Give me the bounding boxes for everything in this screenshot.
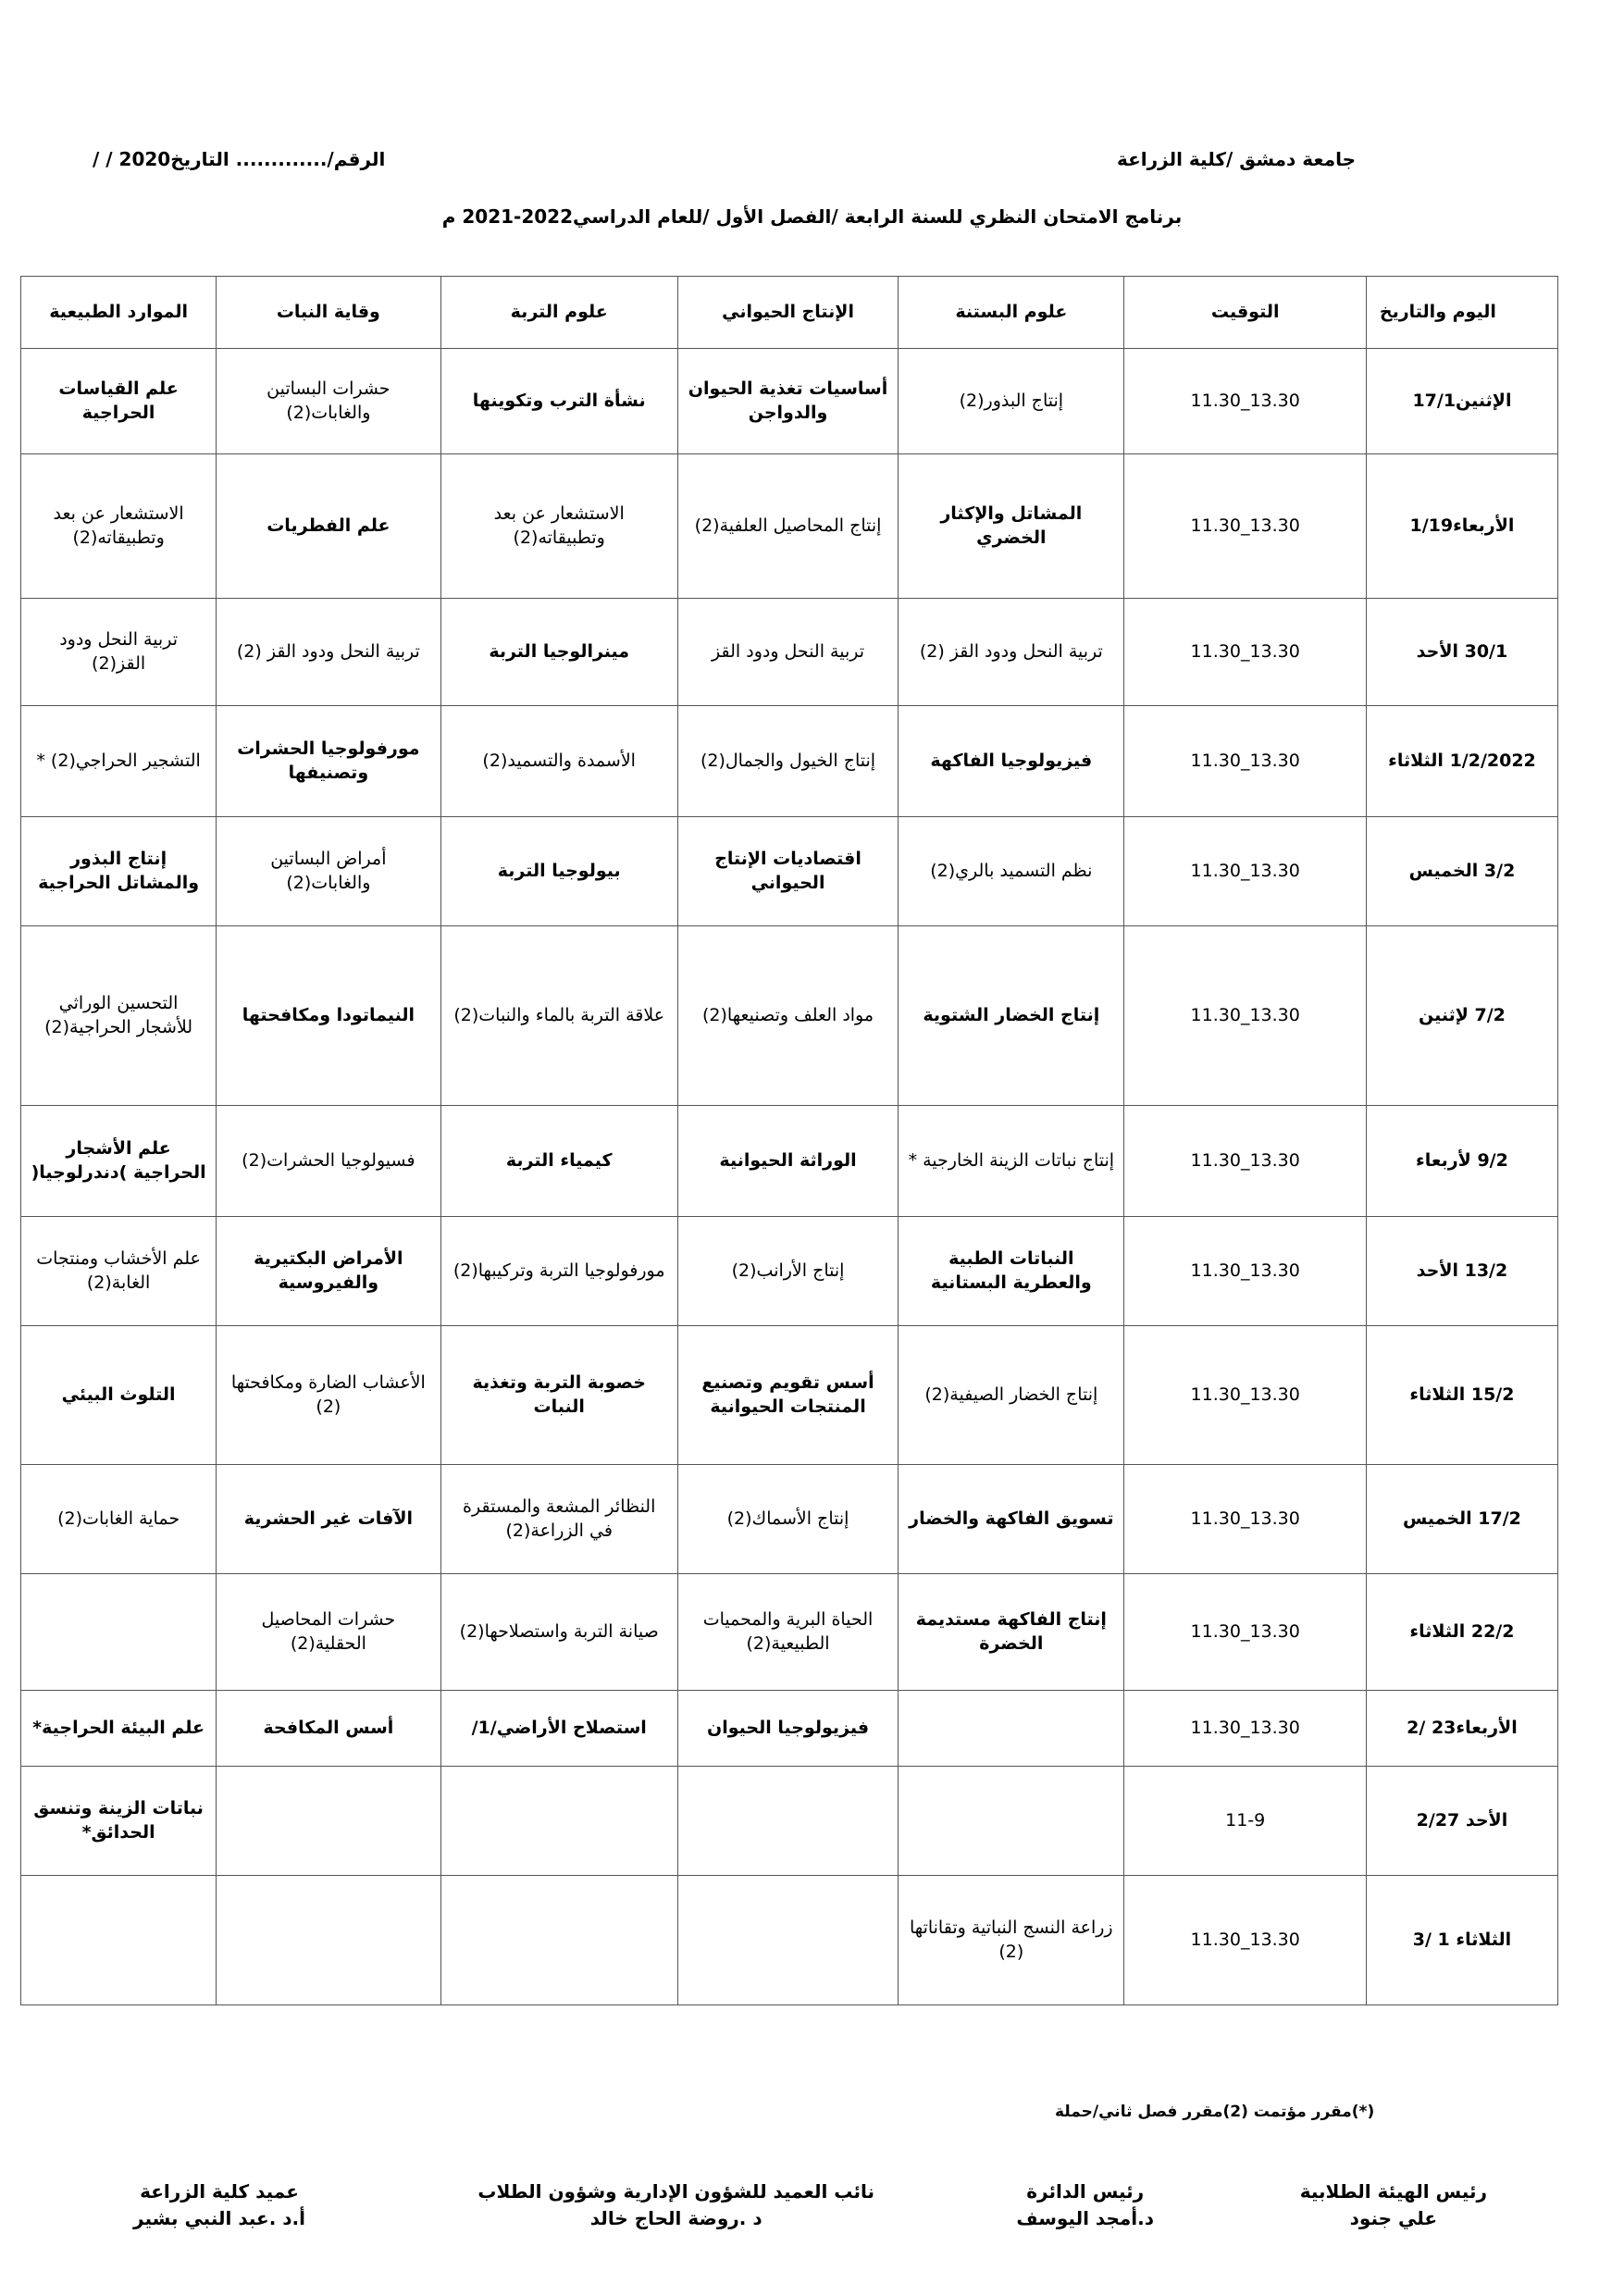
signature-name: د .روضة الحاج خالد: [589, 2207, 762, 2229]
course-cell: الوراثة الحيوانية: [677, 1106, 898, 1217]
col-header-day: اليوم والتاريخ: [1366, 277, 1557, 349]
day-cell: الأربعاء23 /2: [1366, 1691, 1557, 1767]
signature-vice-dean: [477, 2178, 874, 2232]
course-cell: النيماتودا ومكافحتها: [217, 926, 440, 1106]
day-cell: 22/2 الثلاثاء: [1366, 1574, 1557, 1691]
course-cell: أسس تقويم وتصنيع المنتجات الحيوانية: [677, 1326, 898, 1465]
day-cell: 1/2/2022 الثلاثاء: [1366, 706, 1557, 817]
course-cell: الحياة البرية والمحميات الطبيعية(2): [677, 1574, 898, 1691]
signature-role: رئيس الدائرة: [1026, 2180, 1145, 2203]
table-row: [21, 1465, 1558, 1574]
time-cell: 11-9: [1124, 1767, 1366, 1876]
course-cell: النباتات الطبية والعطرية البستانية: [899, 1217, 1124, 1326]
exam-schedule-table: [20, 276, 1558, 2005]
university-faculty-heading: جامعة دمشق /كلية الزراعة: [1117, 148, 1356, 170]
course-cell: [899, 1767, 1124, 1876]
course-cell: التحسين الوراثي للأشجار الحراجية(2): [21, 926, 217, 1106]
signature-role: رئيس الهيئة الطلابية: [1299, 2180, 1487, 2203]
table-row: [21, 1691, 1558, 1767]
course-cell: [21, 1574, 217, 1691]
table-row: [21, 1767, 1558, 1876]
col-header-natural-resources: الموارد الطبيعية: [21, 277, 217, 349]
course-cell: خصوبة التربة وتغذية النبات: [440, 1326, 677, 1465]
day-cell: 13/2 الأحد: [1366, 1217, 1557, 1326]
time-cell: 13.30_11.30: [1124, 599, 1366, 706]
course-cell: كيمياء التربة: [440, 1106, 677, 1217]
course-cell: الأسمدة والتسميد(2): [440, 706, 677, 817]
course-cell: [677, 1767, 898, 1876]
course-cell: إنتاج الخيول والجمال(2): [677, 706, 898, 817]
course-cell: [217, 1876, 440, 2005]
day-cell: الثلاثاء 1 /3: [1366, 1876, 1557, 2005]
course-cell: استصلاح الأراضي/1/: [440, 1691, 677, 1767]
table-header-row: [21, 277, 1558, 349]
course-cell: مينرالوجيا التربة: [440, 599, 677, 706]
course-cell: أساسيات تغذية الحيوان والدواجن: [677, 349, 898, 454]
course-cell: بيولوجيا التربة: [440, 817, 677, 926]
course-cell: [440, 1767, 677, 1876]
document-title: برنامج الامتحان النظري للسنة الرابعة /الفصل الأول /للعام الدراسي2022-2021 م: [441, 205, 1183, 228]
signature-name: أ.د .عبد النبي بشير: [133, 2207, 305, 2229]
day-cell: 9/2 لأربعاء: [1366, 1106, 1557, 1217]
day-cell: الإثنين17/1: [1366, 349, 1557, 454]
time-cell: 13.30_11.30: [1124, 1876, 1366, 2005]
course-cell: [217, 1767, 440, 1876]
course-cell: تربية النحل ودود القز: [677, 599, 898, 706]
course-cell: إنتاج الخضار الشتوية: [899, 926, 1124, 1106]
signature-dean: [133, 2178, 305, 2232]
time-cell: 13.30_11.30: [1124, 1465, 1366, 1574]
course-cell: تربية النحل ودود القز(2): [21, 599, 217, 706]
col-header-soil-science: علوم التربة: [440, 277, 677, 349]
course-cell: إنتاج الخضار الصيفية(2): [899, 1326, 1124, 1465]
course-cell: علم الفطريات: [217, 454, 440, 599]
day-cell: الأربعاء1/19: [1366, 454, 1557, 599]
course-cell: علم البيئة الحراجية*: [21, 1691, 217, 1767]
time-cell: 13.30_11.30: [1124, 349, 1366, 454]
day-cell: 17/2 الخميس: [1366, 1465, 1557, 1574]
course-cell: [440, 1876, 677, 2005]
signature-role: عميد كلية الزراعة: [140, 2180, 299, 2203]
course-cell: إنتاج المحاصيل العلفية(2): [677, 454, 898, 599]
table-row: [21, 1574, 1558, 1691]
course-cell: تربية النحل ودود القز (2): [217, 599, 440, 706]
day-cell: 7/2 لإثنين: [1366, 926, 1557, 1106]
reference-date-line: الرقم/............. التاريخ2020 / /: [93, 148, 386, 170]
day-cell: 3/2 الخميس: [1366, 817, 1557, 926]
course-cell: أسس المكافحة: [217, 1691, 440, 1767]
time-cell: 13.30_11.30: [1124, 1691, 1366, 1767]
time-cell: 13.30_11.30: [1124, 1326, 1366, 1465]
time-cell: 13.30_11.30: [1124, 1217, 1366, 1326]
course-cell: صيانة التربة واستصلاحها(2): [440, 1574, 677, 1691]
course-cell: إنتاج البذور(2): [899, 349, 1124, 454]
time-cell: 13.30_11.30: [1124, 817, 1366, 926]
time-cell: 13.30_11.30: [1124, 926, 1366, 1106]
course-cell: تسويق الفاكهة والخضار: [899, 1465, 1124, 1574]
course-cell: التشجير الحراجي(2) *: [21, 706, 217, 817]
table-row: [21, 1106, 1558, 1217]
time-cell: 13.30_11.30: [1124, 706, 1366, 817]
signature-name: د.أمجد اليوسف: [1016, 2207, 1154, 2229]
time-cell: 13.30_11.30: [1124, 1106, 1366, 1217]
course-cell: علم الأشجار الحراجية )دندرلوجيا(: [21, 1106, 217, 1217]
course-cell: الأمراض البكتيرية والفيروسية: [217, 1217, 440, 1326]
course-cell: علاقة التربة بالماء والنبات(2): [440, 926, 677, 1106]
course-cell: [21, 1876, 217, 2005]
col-header-horticulture: علوم البستنة: [899, 277, 1124, 349]
course-cell: حشرات البساتين والغابات(2): [217, 349, 440, 454]
day-cell: الأحد 2/27: [1366, 1767, 1557, 1876]
day-cell: 30/1 الأحد: [1366, 599, 1557, 706]
course-cell: نشأة الترب وتكوينها: [440, 349, 677, 454]
table-row: [21, 349, 1558, 454]
table-row: [21, 1876, 1558, 2005]
day-cell: 15/2 الثلاثاء: [1366, 1326, 1557, 1465]
course-cell: فيزيولوجيا الفاكهة: [899, 706, 1124, 817]
time-cell: 13.30_11.30: [1124, 1574, 1366, 1691]
course-cell: [899, 1691, 1124, 1767]
legend-note: (*)مقرر مؤتمت (2)مقرر فصل ثاني/حملة: [1055, 2103, 1375, 2121]
course-cell: حماية الغابات(2): [21, 1465, 217, 1574]
table-row: [21, 1217, 1558, 1326]
course-cell: الاستشعار عن بعد وتطبيقاته(2): [440, 454, 677, 599]
course-cell: حشرات المحاصيل الحقلية(2): [217, 1574, 440, 1691]
course-cell: علم الأخشاب ومنتجات الغابة(2): [21, 1217, 217, 1326]
table-row: [21, 1326, 1558, 1465]
course-cell: أمراض البساتين والغابات(2): [217, 817, 440, 926]
table-row: [21, 817, 1558, 926]
signature-name: علي جنود: [1349, 2207, 1438, 2229]
course-cell: [677, 1876, 898, 2005]
table-row: [21, 599, 1558, 706]
course-cell: نباتات الزينة وتنسق الحدائق*: [21, 1767, 217, 1876]
course-cell: مواد العلف وتصنيعها(2): [677, 926, 898, 1106]
course-cell: مورفولوجيا التربة وتركيبها(2): [440, 1217, 677, 1326]
course-cell: نظم التسميد بالري(2): [899, 817, 1124, 926]
signature-department-head: [1016, 2178, 1154, 2232]
course-cell: زراعة النسج النباتية وتقاناتها (2): [899, 1876, 1124, 2005]
course-cell: علم القياسات الحراجية: [21, 349, 217, 454]
course-cell: فسيولوجيا الحشرات(2): [217, 1106, 440, 1217]
course-cell: الأعشاب الضارة ومكافحتها (2): [217, 1326, 440, 1465]
col-header-time: التوقيت: [1124, 277, 1366, 349]
course-cell: إنتاج البذور والمشاتل الحراجية: [21, 817, 217, 926]
course-cell: إنتاج نباتات الزينة الخارجية *: [899, 1106, 1124, 1217]
course-cell: تربية النحل ودود القز (2): [899, 599, 1124, 706]
course-cell: إنتاج الأرانب(2): [677, 1217, 898, 1326]
course-cell: فيزيولوجيا الحيوان: [677, 1691, 898, 1767]
signature-student-body-head: [1300, 2178, 1487, 2232]
course-cell: الآفات غير الحشرية: [217, 1465, 440, 1574]
course-cell: إنتاج الأسماك(2): [677, 1465, 898, 1574]
table-row: [21, 706, 1558, 817]
time-cell: 13.30_11.30: [1124, 454, 1366, 599]
course-cell: اقتصاديات الإنتاج الحيواني: [677, 817, 898, 926]
signature-role: نائب العميد للشؤون الإدارية وشؤون الطلاب: [477, 2180, 874, 2203]
table-row: [21, 454, 1558, 599]
course-cell: إنتاج الفاكهة مستديمة الخضرة: [899, 1574, 1124, 1691]
course-cell: المشاتل والإكثار الخضري: [899, 454, 1124, 599]
course-cell: النظائر المشعة والمستقرة في الزراعة(2): [440, 1465, 677, 1574]
table-row: [21, 926, 1558, 1106]
course-cell: الاستشعار عن بعد وتطبيقاته(2): [21, 454, 217, 599]
col-header-plant-protection: وقاية النبات: [217, 277, 440, 349]
col-header-animal-production: الإنتاج الحيواني: [677, 277, 898, 349]
course-cell: التلوث البيئي: [21, 1326, 217, 1465]
course-cell: مورفولوجيا الحشرات وتصنيفها: [217, 706, 440, 817]
